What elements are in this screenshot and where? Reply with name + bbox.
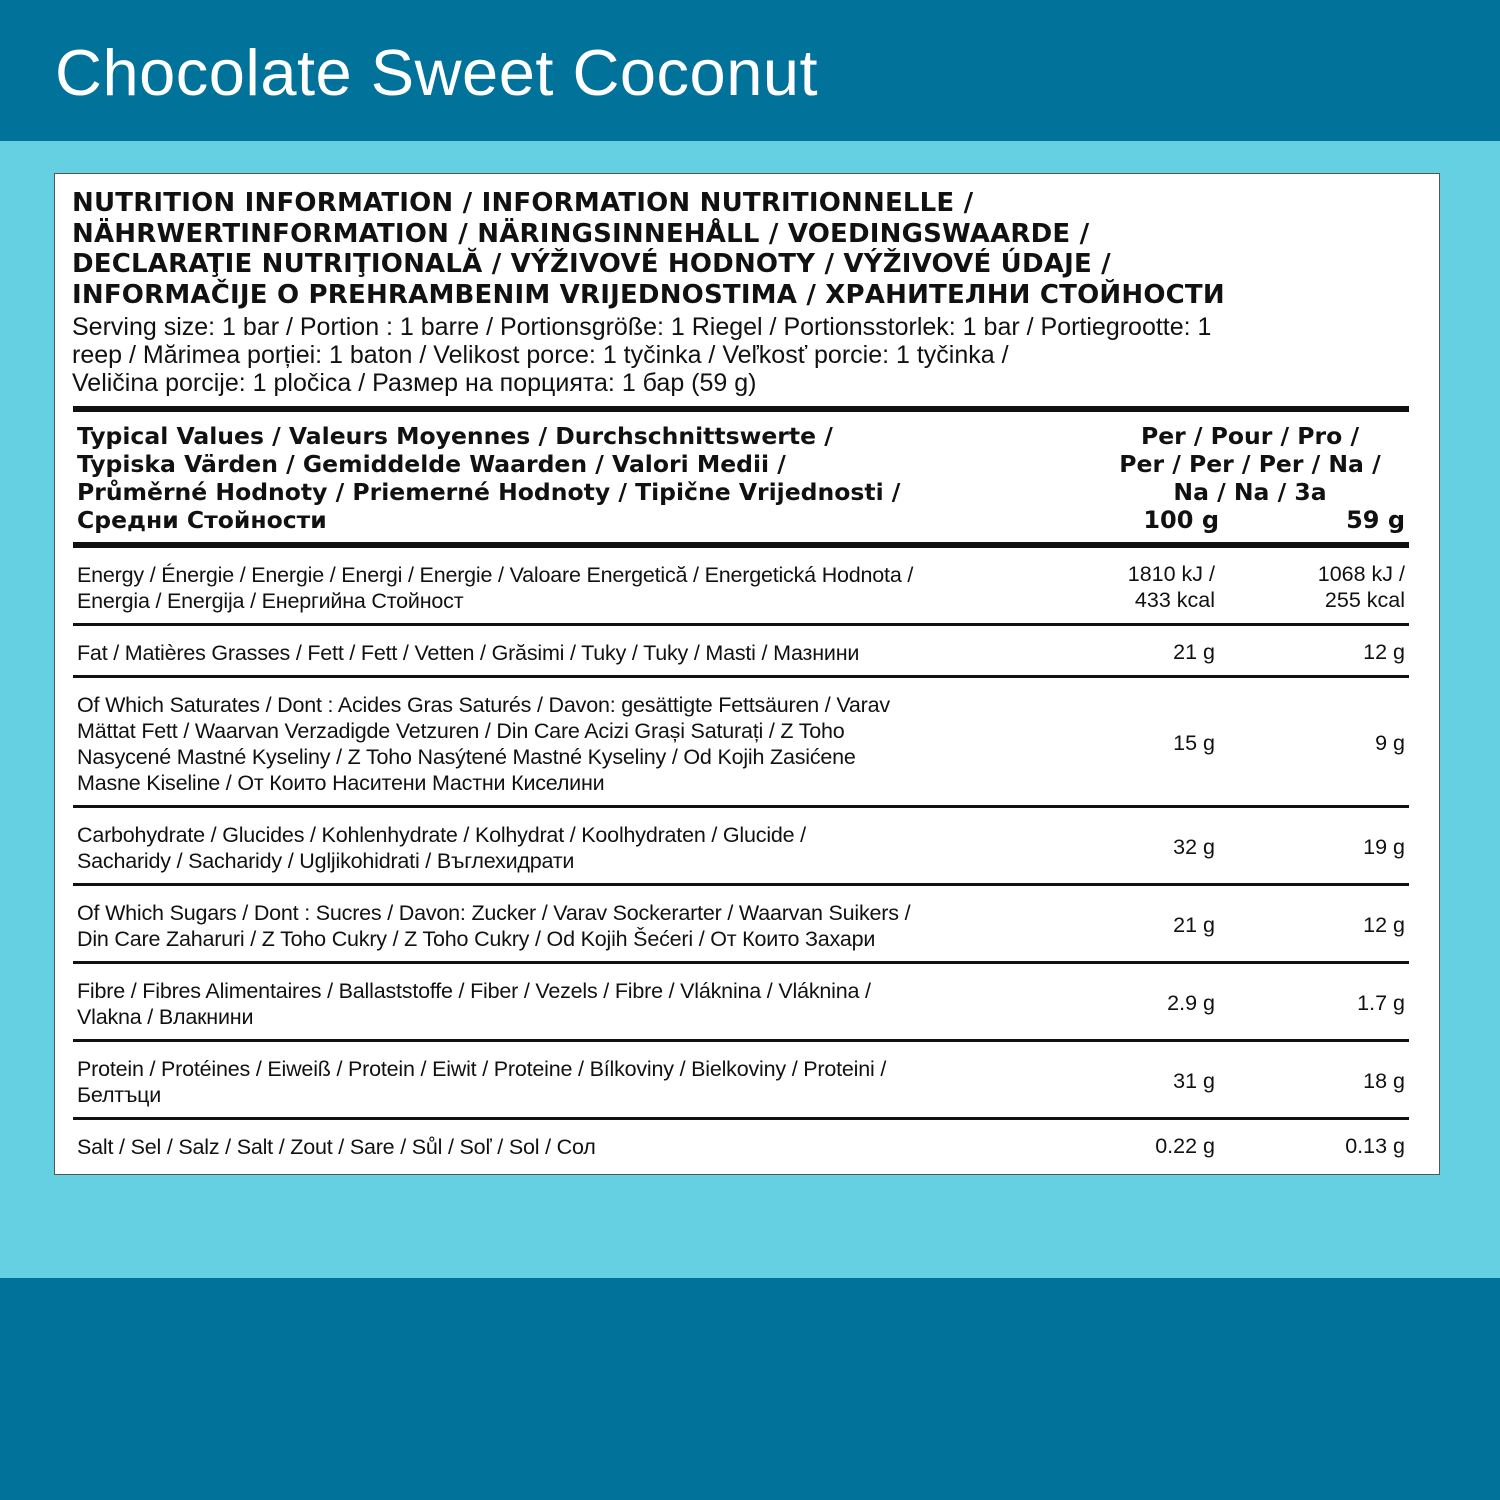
serving-size — [72, 313, 1392, 397]
title-band — [0, 0, 1500, 141]
per-100g-value — [1073, 990, 1215, 1016]
heading-line: INFORMAČIJE O PREHRAMBENIM VRIJEDNOSTIMA / ХРАНИТЕЛНИ СТОЙНОСТИ — [72, 279, 1225, 310]
nutrient-name — [77, 1056, 997, 1108]
per-serving-value-line: 18 g — [1363, 1069, 1405, 1093]
per-serving-value-line: 0.13 g — [1345, 1134, 1405, 1158]
table-row — [73, 1120, 1409, 1172]
per-100g-value — [1073, 834, 1215, 860]
per-serving-value — [1253, 561, 1405, 613]
table-row — [73, 964, 1409, 1042]
nutrient-name-line: Masne Kiseline / От Които Наситени Мастни Киселини — [77, 771, 605, 795]
table-body — [73, 548, 1409, 1172]
per-serving-value-line: 1.7 g — [1357, 991, 1405, 1015]
per-100g-header: 100 g — [1143, 506, 1219, 534]
nutrient-name-line: Fibre / Fibres Alimentaires / Ballaststoffe / Fiber / Vezels / Fibre / Vláknina / Vláknina / — [77, 979, 871, 1003]
per-serving-value — [1253, 1133, 1405, 1159]
heading-line: NÄHRWERTINFORMATION / NÄRINGSINNEHÅLL / VOEDINGSWAARDE / — [72, 218, 1090, 249]
per-100g-value — [1073, 1133, 1215, 1159]
nutrient-name-line: Sacharidy / Sacharidy / Ugljikohidrati / Въглехидрати — [77, 849, 575, 873]
nutrient-name-line: Of Which Sugars / Dont : Sucres / Davon: Zucker / Varav Sockerarter / Waarvan Suikers / — [77, 901, 911, 925]
header-label-line: Средни Стойности — [77, 506, 327, 534]
nutrition-heading — [72, 188, 1422, 310]
per-serving-value-line: 9 g — [1375, 731, 1405, 755]
nutrient-name — [77, 562, 997, 614]
table-row — [73, 548, 1409, 626]
per-label-line: Per / Per / Per / Na / — [1119, 450, 1381, 478]
per-100g-value-line: 21 g — [1173, 913, 1215, 937]
per-100g-value-line: 15 g — [1173, 731, 1215, 755]
per-serving-value — [1253, 990, 1405, 1016]
per-label-line: Na / Na / 3a — [1173, 478, 1327, 506]
per-label-line: Per / Pour / Pro / — [1140, 422, 1360, 450]
serving-line: reep / Mărimea porției: 1 baton / Velikost porce: 1 tyčinka / Veľkosť porcie: 1 tyčinka / — [72, 341, 1009, 369]
per-100g-value — [1073, 912, 1215, 938]
nutrient-name-line: Of Which Saturates / Dont : Acides Gras Saturés / Davon: gesättigte Fettsäuren / Varav — [77, 693, 890, 717]
per-100g-value — [1073, 1068, 1215, 1094]
nutrient-name — [77, 900, 997, 952]
nutrient-name-line: Din Care Zaharuri / Z Toho Cukry / Z Toho Cukry / Od Kojih Šećeri / От Които Захари — [77, 927, 876, 951]
nutrient-name-line: Energy / Énergie / Energie / Energi / Energie / Valoare Energetică / Energetická Hodnota / — [77, 563, 914, 587]
serving-line: Serving size: 1 bar / Portion : 1 barre / Portionsgröße: 1 Riegel / Portionsstorlek: 1 bar / Portiegrootte: 1 — [72, 313, 1212, 341]
header-label-line: Typiska Värden / Gemiddelde Waarden / Valori Medii / — [77, 450, 786, 478]
product-title: Chocolate Sweet Coconut — [55, 36, 819, 109]
nutrient-name — [77, 1134, 997, 1160]
table-row — [73, 626, 1409, 678]
nutrient-name-line: Nasycené Mastné Kyseliny / Z Toho Nasýtené Mastné Kyseliny / Od Kojih Zasićene — [77, 745, 856, 769]
per-100g-value-line: 2.9 g — [1167, 991, 1215, 1015]
per-serving-value — [1253, 730, 1405, 756]
per-100g-value — [1073, 639, 1215, 665]
nutrient-name-line: Energia / Energija / Енергийна Стойност — [77, 589, 464, 613]
nutrient-name-line: Vlakna / Влакнини — [77, 1005, 254, 1029]
per-100g-value-line: 0.22 g — [1155, 1134, 1215, 1158]
table-row — [73, 808, 1409, 886]
nutrition-panel — [54, 173, 1440, 1175]
heading-line: DECLARAŢIE NUTRIŢIONALĂ / VÝŽIVOVÉ HODNOTY / VÝŽIVOVÉ ÚDAJE / — [72, 249, 1111, 279]
per-serving-value-line: 12 g — [1363, 913, 1405, 937]
per-100g-value-line: 21 g — [1173, 640, 1215, 664]
heading-line: NUTRITION INFORMATION / INFORMATION NUTRITIONNELLE / — [72, 188, 974, 218]
per-serving-value-line: 12 g — [1363, 640, 1405, 664]
table-row — [73, 886, 1409, 964]
per-serving-value — [1253, 912, 1405, 938]
nutrient-name — [77, 692, 997, 796]
per-serving-value — [1253, 639, 1405, 665]
table-row — [73, 678, 1409, 808]
nutrient-name-line: Carbohydrate / Glucides / Kohlenhydrate / Kolhydrat / Koolhydraten / Glucide / — [77, 823, 806, 847]
per-serving-value-line: 19 g — [1363, 835, 1405, 859]
nutrient-name-line: Protein / Protéines / Eiweiß / Protein / Eiwit / Proteine / Bílkoviny / Bielkoviny / Proteini / — [77, 1057, 887, 1081]
bottom-band — [0, 1278, 1500, 1500]
nutrient-name — [77, 978, 997, 1030]
nutrient-name-line: Salt / Sel / Salz / Salt / Zout / Sare / Sůl / Soľ / Sol / Сол — [77, 1135, 596, 1159]
nutrient-name — [77, 640, 997, 666]
table-row — [73, 1042, 1409, 1120]
header-label-line: Průměrné Hodnoty / Priemerné Hodnoty / Tipične Vrijednosti / — [77, 478, 901, 506]
per-100g-value — [1073, 561, 1215, 613]
per-100g-value-line: 31 g — [1173, 1069, 1215, 1093]
nutrition-table — [73, 406, 1409, 1172]
per-serving-value-line: 1068 kJ / — [1317, 562, 1405, 586]
table-header — [73, 412, 1409, 548]
per-100g-value-line: 32 g — [1173, 835, 1215, 859]
per-label — [1095, 422, 1405, 506]
per-100g-value-line: 1810 kJ / — [1127, 562, 1215, 586]
per-serving-value — [1253, 1068, 1405, 1094]
per-serving-value-line: 255 kcal — [1324, 588, 1405, 612]
per-100g-value — [1073, 730, 1215, 756]
per-serving-value — [1253, 834, 1405, 860]
nutrient-name-line: Белтъци — [77, 1083, 162, 1107]
nutrient-name — [77, 822, 997, 874]
per-serving-header: 59 g — [1346, 506, 1405, 534]
nutrient-name-line: Mättat Fett / Waarvan Verzadigde Vetzuren / Din Care Acizi Grași Saturați / Z Toho — [77, 719, 845, 743]
nutrient-name-line: Fat / Matières Grasses / Fett / Fett / Vetten / Grăsimi / Tuky / Tuky / Masti / Мазнини — [77, 641, 860, 665]
per-100g-value-line: 433 kcal — [1134, 588, 1215, 612]
header-label-line: Typical Values / Valeurs Moyennes / Durchschnittswerte / — [77, 422, 833, 450]
serving-line: Veličina porcije: 1 pločica / Размер на порцията: 1 бар (59 g) — [72, 369, 757, 397]
typical-values-label — [77, 422, 1077, 534]
